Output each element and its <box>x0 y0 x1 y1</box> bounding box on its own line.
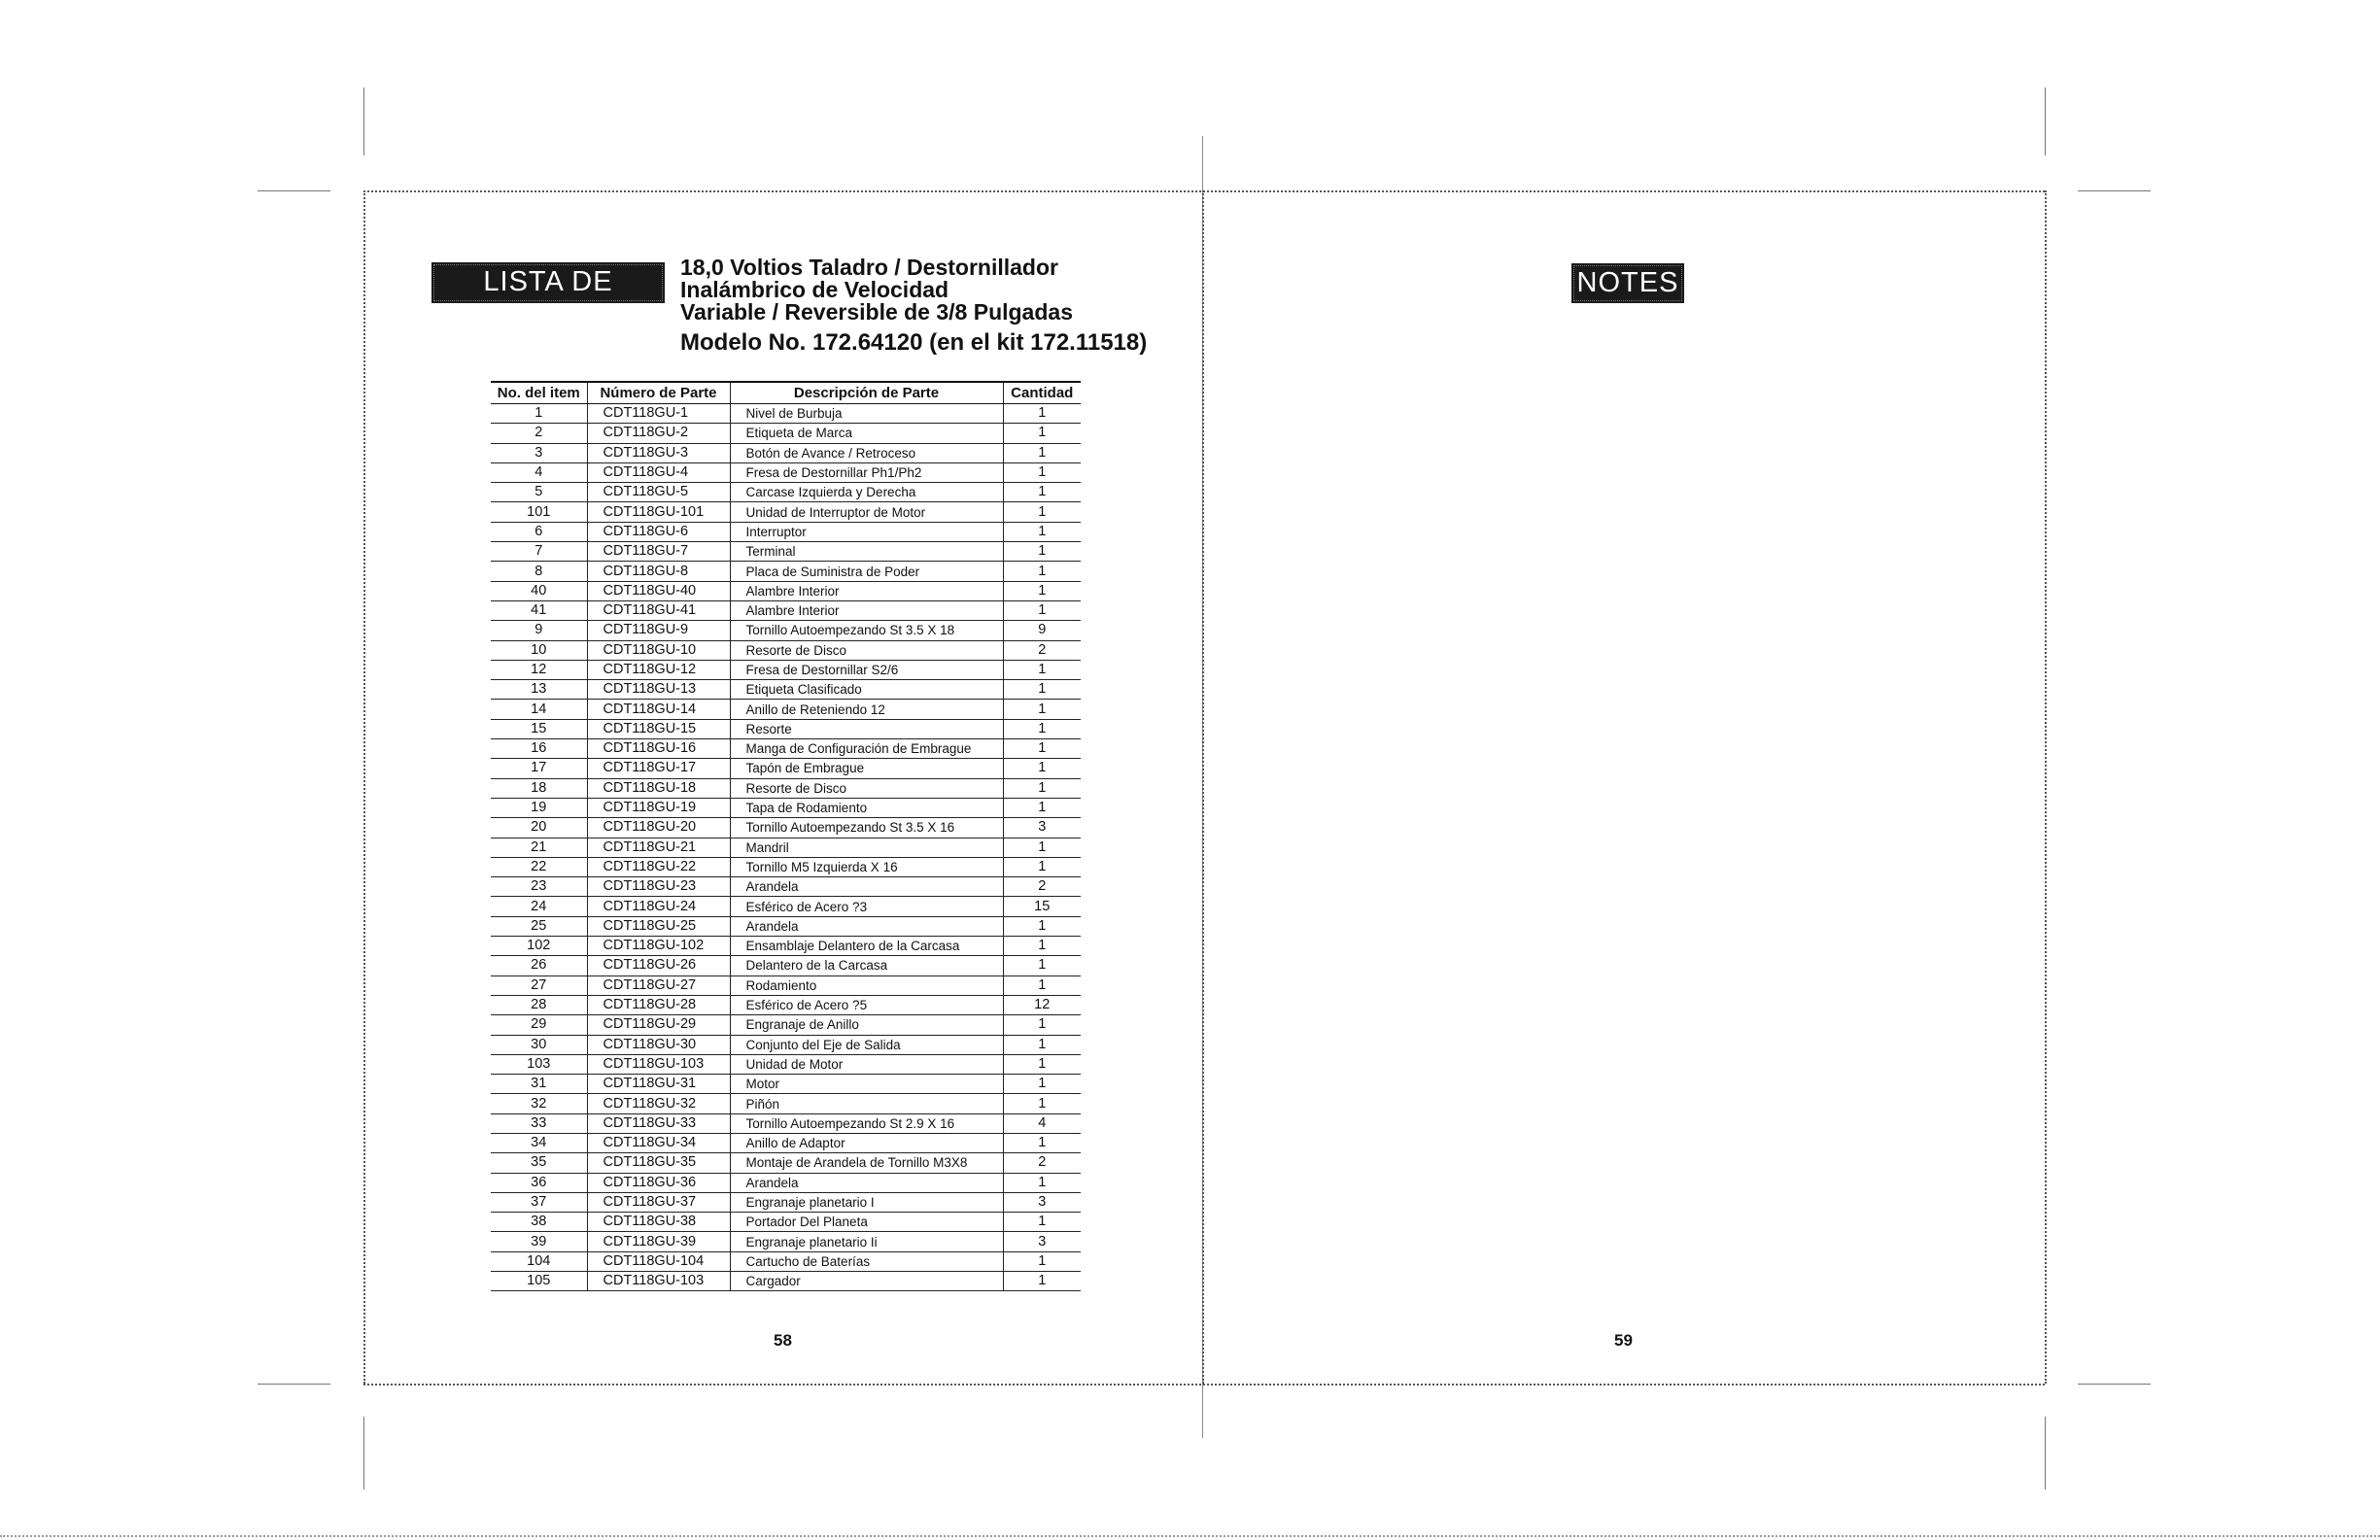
part-number-cell: CDT118GU-13 <box>587 680 730 700</box>
part-number-cell: CDT118GU-40 <box>587 581 730 600</box>
item-number-cell: 32 <box>491 1094 587 1113</box>
description-cell: Arandela <box>730 877 1003 897</box>
item-number-cell: 26 <box>491 956 587 975</box>
quantity-cell: 9 <box>1003 621 1081 640</box>
part-number-cell: CDT118GU-2 <box>587 424 730 443</box>
column-header-quantity: Cantidad <box>1003 382 1081 404</box>
crop-mark <box>363 87 364 155</box>
item-number-cell: 7 <box>491 542 587 562</box>
part-number-cell: CDT118GU-36 <box>587 1173 730 1192</box>
section-label-notes <box>1571 263 1684 303</box>
quantity-cell: 1 <box>1003 937 1081 956</box>
column-header-item-no: No. del item <box>491 382 587 404</box>
quantity-cell: 1 <box>1003 778 1081 798</box>
description-cell: Engranaje de Anillo <box>730 1015 1003 1035</box>
quantity-cell: 1 <box>1003 1075 1081 1094</box>
part-number-cell: CDT118GU-26 <box>587 956 730 975</box>
part-number-cell: CDT118GU-16 <box>587 739 730 759</box>
part-number-cell: CDT118GU-15 <box>587 719 730 738</box>
quantity-cell: 1 <box>1003 1272 1081 1291</box>
quantity-cell: 1 <box>1003 483 1081 502</box>
description-cell: Montaje de Arandela de Tornillo M3X8 <box>730 1153 1003 1173</box>
description-cell: Interruptor <box>730 522 1003 541</box>
description-cell: Tapón de Embrague <box>730 759 1003 778</box>
table-row <box>491 1113 1081 1133</box>
description-cell: Conjunto del Eje de Salida <box>730 1035 1003 1054</box>
part-number-cell: CDT118GU-31 <box>587 1075 730 1094</box>
crop-mark <box>2078 190 2151 191</box>
item-number-cell: 40 <box>491 581 587 600</box>
description-cell: Tapa de Rodamiento <box>730 798 1003 817</box>
part-number-cell: CDT118GU-18 <box>587 778 730 798</box>
quantity-cell: 1 <box>1003 916 1081 936</box>
quantity-cell: 1 <box>1003 522 1081 541</box>
part-number-cell: CDT118GU-41 <box>587 600 730 620</box>
description-cell: Carcase Izquierda y Derecha <box>730 483 1003 502</box>
description-cell: Alambre Interior <box>730 600 1003 620</box>
table-row <box>491 897 1081 916</box>
item-number-cell: 103 <box>491 1054 587 1074</box>
item-number-cell: 28 <box>491 995 587 1014</box>
table-row <box>491 660 1081 679</box>
table-row <box>491 759 1081 778</box>
table-row <box>491 1075 1081 1094</box>
item-number-cell: 5 <box>491 483 587 502</box>
description-cell: Etiqueta Clasificado <box>730 680 1003 700</box>
quantity-cell: 3 <box>1003 1232 1081 1251</box>
part-number-cell: CDT118GU-38 <box>587 1213 730 1232</box>
table-row <box>491 1054 1081 1074</box>
item-number-cell: 19 <box>491 798 587 817</box>
description-cell: Etiqueta de Marca <box>730 424 1003 443</box>
quantity-cell: 1 <box>1003 1054 1081 1074</box>
item-number-cell: 14 <box>491 700 587 719</box>
section-label-parts-list <box>431 262 665 336</box>
quantity-cell: 1 <box>1003 542 1081 562</box>
part-number-cell: CDT118GU-10 <box>587 640 730 660</box>
table-row <box>491 719 1081 738</box>
description-cell: Anillo de Adaptor <box>730 1133 1003 1152</box>
item-number-cell: 4 <box>491 462 587 482</box>
description-cell: Motor <box>730 1075 1003 1094</box>
crop-mark <box>258 190 330 191</box>
page-number-right: 59 <box>1614 1331 1633 1350</box>
table-row <box>491 1173 1081 1192</box>
item-number-cell: 12 <box>491 660 587 679</box>
crop-mark <box>258 1384 330 1385</box>
part-number-cell: CDT118GU-4 <box>587 462 730 482</box>
part-number-cell: CDT118GU-39 <box>587 1232 730 1251</box>
description-cell: Rodamiento <box>730 975 1003 995</box>
table-row <box>491 1272 1081 1291</box>
table-row <box>491 1015 1081 1035</box>
part-number-cell: CDT118GU-35 <box>587 1153 730 1173</box>
quantity-cell: 1 <box>1003 719 1081 738</box>
table-row <box>491 522 1081 541</box>
page-frame <box>2045 190 2047 1384</box>
quantity-cell: 1 <box>1003 424 1081 443</box>
quantity-cell: 4 <box>1003 1113 1081 1133</box>
quantity-cell: 1 <box>1003 975 1081 995</box>
description-cell: Cartucho de Baterías <box>730 1251 1003 1271</box>
part-number-cell: CDT118GU-24 <box>587 897 730 916</box>
description-cell: Alambre Interior <box>730 581 1003 600</box>
item-number-cell: 6 <box>491 522 587 541</box>
quantity-cell: 1 <box>1003 1035 1081 1054</box>
item-number-cell: 24 <box>491 897 587 916</box>
item-number-cell: 22 <box>491 857 587 876</box>
description-cell: Resorte de Disco <box>730 778 1003 798</box>
description-cell: Engranaje planetario Ii <box>730 1232 1003 1251</box>
table-row <box>491 621 1081 640</box>
table-row <box>491 640 1081 660</box>
part-number-cell: CDT118GU-101 <box>587 502 730 522</box>
table-row <box>491 700 1081 719</box>
table-row <box>491 1232 1081 1251</box>
item-number-cell: 16 <box>491 739 587 759</box>
table-row <box>491 562 1081 581</box>
item-number-cell: 20 <box>491 818 587 838</box>
quantity-cell: 1 <box>1003 600 1081 620</box>
part-number-cell: CDT118GU-9 <box>587 621 730 640</box>
quantity-cell: 1 <box>1003 1173 1081 1192</box>
quantity-cell: 12 <box>1003 995 1081 1014</box>
quantity-cell: 1 <box>1003 1133 1081 1152</box>
crop-mark <box>2045 1417 2046 1489</box>
item-number-cell: 33 <box>491 1113 587 1133</box>
item-number-cell: 27 <box>491 975 587 995</box>
column-header-description: Descripción de Parte <box>730 382 1003 404</box>
table-row <box>491 916 1081 936</box>
page-frame <box>363 190 2045 192</box>
title-line: Inalámbrico de Velocidad <box>680 277 949 302</box>
item-number-cell: 36 <box>491 1173 587 1192</box>
table-row <box>491 818 1081 838</box>
part-number-cell: CDT118GU-3 <box>587 443 730 462</box>
part-number-cell: CDT118GU-21 <box>587 838 730 857</box>
item-number-cell: 31 <box>491 1075 587 1094</box>
description-cell: Ensamblaje Delantero de la Carcasa <box>730 937 1003 956</box>
page-frame <box>1202 190 1204 1384</box>
scan-edge <box>0 1535 2380 1537</box>
description-cell: Esférico de Acero ?5 <box>730 995 1003 1014</box>
table-row <box>491 462 1081 482</box>
table-row <box>491 1133 1081 1152</box>
description-cell: Cargador <box>730 1272 1003 1291</box>
table-row <box>491 778 1081 798</box>
part-number-cell: CDT118GU-30 <box>587 1035 730 1054</box>
table-row <box>491 680 1081 700</box>
description-cell: Arandela <box>730 1173 1003 1192</box>
item-number-cell: 15 <box>491 719 587 738</box>
table-row <box>491 542 1081 562</box>
quantity-cell: 1 <box>1003 581 1081 600</box>
item-number-cell: 13 <box>491 680 587 700</box>
part-number-cell: CDT118GU-103 <box>587 1054 730 1074</box>
part-number-cell: CDT118GU-14 <box>587 700 730 719</box>
quantity-cell: 1 <box>1003 1094 1081 1113</box>
item-number-cell: 38 <box>491 1213 587 1232</box>
quantity-cell: 1 <box>1003 1015 1081 1035</box>
quantity-cell: 15 <box>1003 897 1081 916</box>
description-cell: Fresa de Destornillar Ph1/Ph2 <box>730 462 1003 482</box>
table-row <box>491 937 1081 956</box>
part-number-cell: CDT118GU-29 <box>587 1015 730 1035</box>
item-number-cell: 17 <box>491 759 587 778</box>
description-cell: Piñón <box>730 1094 1003 1113</box>
quantity-cell: 1 <box>1003 857 1081 876</box>
quantity-cell: 1 <box>1003 956 1081 975</box>
quantity-cell: 2 <box>1003 877 1081 897</box>
description-cell: Unidad de Motor <box>730 1054 1003 1074</box>
quantity-cell: 1 <box>1003 680 1081 700</box>
part-number-cell: CDT118GU-7 <box>587 542 730 562</box>
quantity-cell: 1 <box>1003 502 1081 522</box>
product-title <box>680 257 1224 354</box>
part-number-cell: CDT118GU-22 <box>587 857 730 876</box>
part-number-cell: CDT118GU-6 <box>587 522 730 541</box>
part-number-cell: CDT118GU-103 <box>587 1272 730 1291</box>
table-row <box>491 739 1081 759</box>
crop-mark <box>363 1417 364 1489</box>
section-label-text: NOTES <box>1576 267 1679 298</box>
item-number-cell: 37 <box>491 1192 587 1212</box>
quantity-cell: 1 <box>1003 443 1081 462</box>
part-number-cell: CDT118GU-104 <box>587 1251 730 1271</box>
item-number-cell: 23 <box>491 877 587 897</box>
item-number-cell: 9 <box>491 621 587 640</box>
description-cell: Terminal <box>730 542 1003 562</box>
part-number-cell: CDT118GU-33 <box>587 1113 730 1133</box>
description-cell: Mandril <box>730 838 1003 857</box>
quantity-cell: 1 <box>1003 1213 1081 1232</box>
description-cell: Esférico de Acero ?3 <box>730 897 1003 916</box>
table-row <box>491 838 1081 857</box>
part-number-cell: CDT118GU-20 <box>587 818 730 838</box>
table-row <box>491 975 1081 995</box>
item-number-cell: 30 <box>491 1035 587 1054</box>
model-number: Modelo No. 172.64120 (en el kit 172.11518) <box>680 329 1148 356</box>
table-row <box>491 877 1081 897</box>
description-cell: Resorte <box>730 719 1003 738</box>
table-row <box>491 1153 1081 1173</box>
crop-mark <box>2078 1384 2151 1385</box>
part-number-cell: CDT118GU-34 <box>587 1133 730 1152</box>
quantity-cell: 3 <box>1003 818 1081 838</box>
item-number-cell: 39 <box>491 1232 587 1251</box>
quantity-cell: 1 <box>1003 404 1081 424</box>
description-cell: Tornillo Autoempezando St 3.5 X 18 <box>730 621 1003 640</box>
description-cell: Nivel de Burbuja <box>730 404 1003 424</box>
description-cell: Arandela <box>730 916 1003 936</box>
column-header-part-number: Número de Parte <box>587 382 730 404</box>
page-frame <box>363 190 365 1384</box>
crop-mark <box>2045 87 2046 155</box>
item-number-cell: 25 <box>491 916 587 936</box>
item-number-cell: 104 <box>491 1251 587 1271</box>
part-number-cell: CDT118GU-5 <box>587 483 730 502</box>
description-cell: Engranaje planetario I <box>730 1192 1003 1212</box>
item-number-cell: 41 <box>491 600 587 620</box>
description-cell: Anillo de Reteniendo 12 <box>730 700 1003 719</box>
title-line: Variable / Reversible de 3/8 Pulgadas <box>680 299 1073 325</box>
table-row <box>491 1251 1081 1271</box>
item-number-cell: 34 <box>491 1133 587 1152</box>
item-number-cell: 101 <box>491 502 587 522</box>
description-cell: Portador Del Planeta <box>730 1213 1003 1232</box>
part-number-cell: CDT118GU-17 <box>587 759 730 778</box>
item-number-cell: 102 <box>491 937 587 956</box>
quantity-cell: 1 <box>1003 562 1081 581</box>
quantity-cell: 3 <box>1003 1192 1081 1212</box>
quantity-cell: 1 <box>1003 739 1081 759</box>
description-cell: Delantero de la Carcasa <box>730 956 1003 975</box>
table-row <box>491 1192 1081 1212</box>
part-number-cell: CDT118GU-23 <box>587 877 730 897</box>
section-label-text: LISTA DE PARTES <box>483 266 613 336</box>
quantity-cell: 1 <box>1003 660 1081 679</box>
item-number-cell: 18 <box>491 778 587 798</box>
quantity-cell: 1 <box>1003 798 1081 817</box>
item-number-cell: 8 <box>491 562 587 581</box>
description-cell: Unidad de Interruptor de Motor <box>730 502 1003 522</box>
item-number-cell: 1 <box>491 404 587 424</box>
table-header-row <box>491 382 1081 404</box>
table-row <box>491 956 1081 975</box>
item-number-cell: 21 <box>491 838 587 857</box>
table-row <box>491 1213 1081 1232</box>
table-row <box>491 857 1081 876</box>
part-number-cell: CDT118GU-27 <box>587 975 730 995</box>
table-row <box>491 404 1081 424</box>
item-number-cell: 105 <box>491 1272 587 1291</box>
page-number-left: 58 <box>774 1331 792 1350</box>
quantity-cell: 2 <box>1003 1153 1081 1173</box>
description-cell: Fresa de Destornillar S2/6 <box>730 660 1003 679</box>
part-number-cell: CDT118GU-37 <box>587 1192 730 1212</box>
part-number-cell: CDT118GU-12 <box>587 660 730 679</box>
quantity-cell: 1 <box>1003 700 1081 719</box>
description-cell: Tornillo M5 Izquierda X 16 <box>730 857 1003 876</box>
quantity-cell: 1 <box>1003 838 1081 857</box>
quantity-cell: 1 <box>1003 759 1081 778</box>
table-row <box>491 600 1081 620</box>
quantity-cell: 2 <box>1003 640 1081 660</box>
quantity-cell: 1 <box>1003 462 1081 482</box>
table-row <box>491 798 1081 817</box>
item-number-cell: 10 <box>491 640 587 660</box>
table-row <box>491 1035 1081 1054</box>
item-number-cell: 2 <box>491 424 587 443</box>
parts-table-body <box>491 404 1081 1291</box>
part-number-cell: CDT118GU-1 <box>587 404 730 424</box>
part-number-cell: CDT118GU-19 <box>587 798 730 817</box>
table-row <box>491 424 1081 443</box>
part-number-cell: CDT118GU-102 <box>587 937 730 956</box>
description-cell: Tornillo Autoempezando St 3.5 X 16 <box>730 818 1003 838</box>
part-number-cell: CDT118GU-25 <box>587 916 730 936</box>
page-frame <box>363 1384 2045 1386</box>
description-cell: Placa de Suministra de Poder <box>730 562 1003 581</box>
table-row <box>491 995 1081 1014</box>
table-row <box>491 1094 1081 1113</box>
item-number-cell: 29 <box>491 1015 587 1035</box>
description-cell: Manga de Configuración de Embrague <box>730 739 1003 759</box>
table-row <box>491 581 1081 600</box>
parts-table <box>491 381 1081 1291</box>
part-number-cell: CDT118GU-28 <box>587 995 730 1014</box>
part-number-cell: CDT118GU-32 <box>587 1094 730 1113</box>
description-cell: Tornillo Autoempezando St 2.9 X 16 <box>730 1113 1003 1133</box>
title-line: 18,0 Voltios Taladro / Destornillador <box>680 255 1058 280</box>
description-cell: Botón de Avance / Retroceso <box>730 443 1003 462</box>
description-cell: Resorte de Disco <box>730 640 1003 660</box>
quantity-cell: 1 <box>1003 1251 1081 1271</box>
table-row <box>491 483 1081 502</box>
table-row <box>491 502 1081 522</box>
table-row <box>491 443 1081 462</box>
item-number-cell: 35 <box>491 1153 587 1173</box>
item-number-cell: 3 <box>491 443 587 462</box>
part-number-cell: CDT118GU-8 <box>587 562 730 581</box>
